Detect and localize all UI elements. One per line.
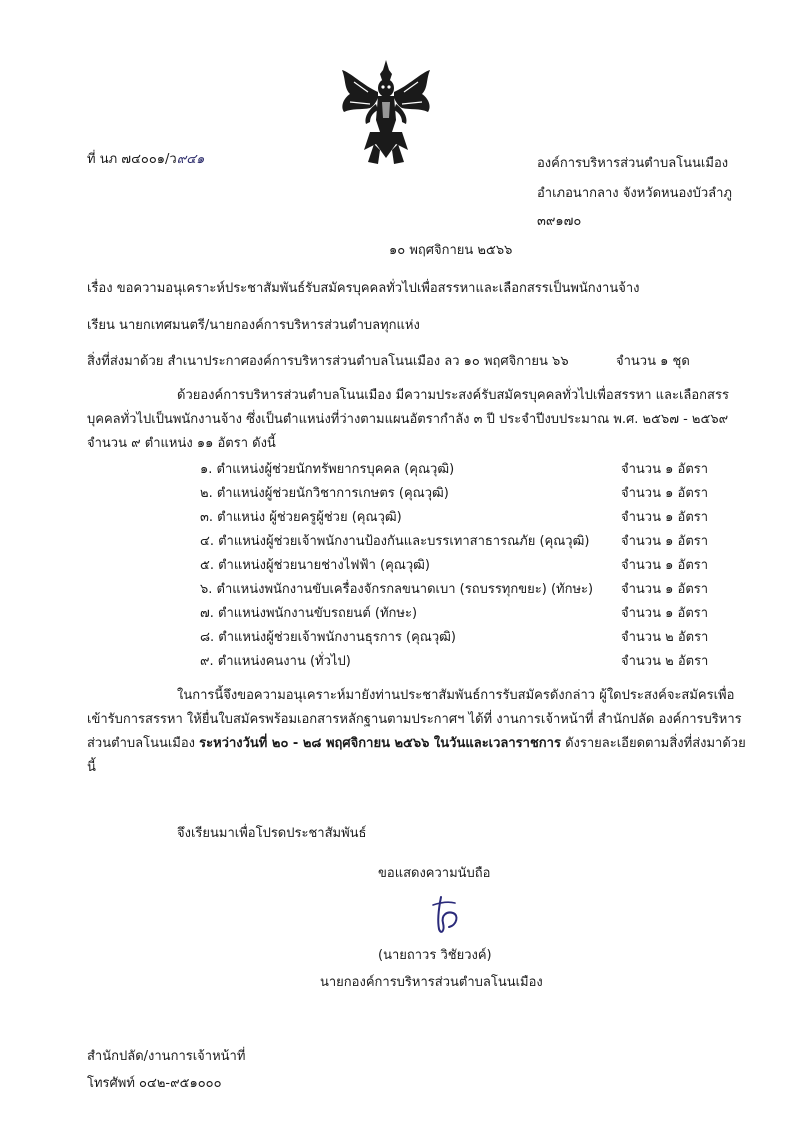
request-text-start: ในการนี้จึงขอความอนุเคราะห์มายังท่านประชาสัมพันธ์การรับสมัครดังกล่าว ผู้ใดประสงค์จะสมัครเพื่อเข้ารับการสรรหา ให้ยื่นใบสมัครพร้อมเอกสารหลักฐานตามประกาศฯ ได้ที่ งานการเจ้าหน้าที่ สำนักปลัด องค์การบริหารส่วนตำบลโนนเมือง — [87, 688, 742, 751]
handwritten-signature — [421, 893, 471, 937]
position-list — [200, 458, 740, 674]
position-count: จำนวน ๑ อัตรา — [621, 462, 709, 477]
footer-department: สำนักปลัด/งานการเจ้าหน้าที่ — [87, 1049, 246, 1064]
position-count: จำนวน ๑ อัตรา — [621, 558, 709, 573]
sender-address: อำเภอนากลาง จังหวัดหนองบัวลำภู — [537, 186, 733, 201]
position-label: ๗. ตำแหน่งพนักงานขับรถยนต์ (ทักษะ) — [200, 606, 418, 621]
reference-handwritten-number: ๙๔๑ — [176, 152, 205, 167]
letter-subject: เรื่อง ขอความอนุเคราะห์ประชาสัมพันธ์รับสมัครบุคคลทั่วไปเพื่อสรรหาและเลือกสรรเป็นพนักงานจ้าง — [87, 281, 640, 296]
list-item — [200, 530, 740, 554]
body-paragraph-intro — [87, 384, 753, 456]
position-label: ๓. ตำแหน่ง ผู้ช่วยครูผู้ช่วย (คุณวุฒิ) — [200, 510, 402, 525]
position-count: จำนวน ๒ อัตรา — [621, 654, 709, 669]
attachment-quantity: จำนวน ๑ ชุด — [616, 354, 690, 369]
intro-text: ด้วยองค์การบริหารส่วนตำบลโนนเมือง มีความประสงค์รับสมัครบุคคลทั่วไปเพื่อสรรหา และเลือกสรรบุคคลทั่วไปเป็นพนักงานจ้าง ซึ่งเป็นตำแหน่งที่ว่างตามแผนอัตรากำลัง ๓ ปี ประจำปีงบประมาณ พ.ศ. ๒๕๖๗ - ๒๕๖๙ จำนวน ๙ ตำแหน่ง ๑๑ อัตรา ดังนี้ — [87, 388, 729, 451]
sender-postcode: ๓๙๑๗๐ — [537, 214, 582, 229]
position-label: ๖. ตำแหน่งพนักงานขับเครื่องจักรกลขนาดเบา (รถบรรทุกขยะ) (ทักษะ) — [200, 582, 594, 597]
garuda-emblem — [334, 58, 438, 166]
position-count: จำนวน ๑ อัตรา — [621, 606, 709, 621]
reference-number — [87, 148, 204, 169]
list-item — [200, 506, 740, 530]
signer-title: นายกองค์การบริหารส่วนตำบลโนนเมือง — [320, 975, 543, 990]
list-item — [200, 458, 740, 482]
list-item — [200, 626, 740, 650]
list-item — [200, 650, 740, 674]
position-label: ๙. ตำแหน่งคนงาน (ทั่วไป) — [200, 654, 351, 669]
body-paragraph-request — [87, 684, 753, 780]
sender-org-name: องค์การบริหารส่วนตำบลโนนเมือง — [537, 156, 729, 171]
position-count: จำนวน ๑ อัตรา — [621, 486, 709, 501]
list-item — [200, 482, 740, 506]
list-item — [200, 554, 740, 578]
position-count: จำนวน ๒ อัตรา — [621, 630, 709, 645]
position-label: ๔. ตำแหน่งผู้ช่วยเจ้าพนักงานป้องกันและบรรเทาสาธารณภัย (คุณวุฒิ) — [200, 534, 590, 549]
position-label: ๒. ตำแหน่งผู้ช่วยนักวิชาการเกษตร (คุณวุฒิ) — [200, 486, 449, 501]
letter-recipient: เรียน นายกเทศมนตรี/นายกองค์การบริหารส่วนตำบลทุกแห่ง — [87, 318, 420, 333]
letter-date: ๑๐ พฤศจิกายน ๒๕๖๖ — [389, 243, 513, 258]
position-count: จำนวน ๑ อัตรา — [621, 534, 709, 549]
closing-regards: ขอแสดงความนับถือ — [378, 866, 491, 881]
position-count: จำนวน ๑ อัตรา — [621, 582, 709, 597]
position-label: ๘. ตำแหน่งผู้ช่วยเจ้าพนักงานธุรการ (คุณวุฒิ) — [200, 630, 456, 645]
position-label: ๕. ตำแหน่งผู้ช่วยนายช่างไฟฟ้า (คุณวุฒิ) — [200, 558, 430, 573]
footer-phone: โทรศัพท์ ๐๔๒-๙๕๑๐๐๐ — [87, 1076, 222, 1091]
attachment-line: สิ่งที่ส่งมาด้วย สำเนาประกาศองค์การบริหารส่วนตำบลโนนเมือง ลว ๑๐ พฤศจิกายน ๖๖ — [87, 354, 569, 369]
application-period: ระหว่างวันที่ ๒๐ - ๒๘ พฤศจิกายน ๒๕๖๖ ในวันและเวลาราชการ — [199, 736, 561, 751]
list-item — [200, 578, 740, 602]
request-text-end: ดังรายละเอียดตามสิ่งที่ส่งมาด้วยนี้ — [87, 736, 746, 775]
signer-name: (นายถาวร วิชัยวงค์) — [378, 948, 492, 963]
closing-request: จึงเรียนมาเพื่อโปรดประชาสัมพันธ์ — [177, 826, 367, 841]
position-label: ๑. ตำแหน่งผู้ช่วยนักทรัพยากรบุคคล (คุณวุฒิ) — [200, 462, 455, 477]
position-count: จำนวน ๑ อัตรา — [621, 510, 709, 525]
list-item — [200, 602, 740, 626]
reference-prefix: ที่ นภ ๗๔๐๐๑/ว — [87, 152, 177, 167]
